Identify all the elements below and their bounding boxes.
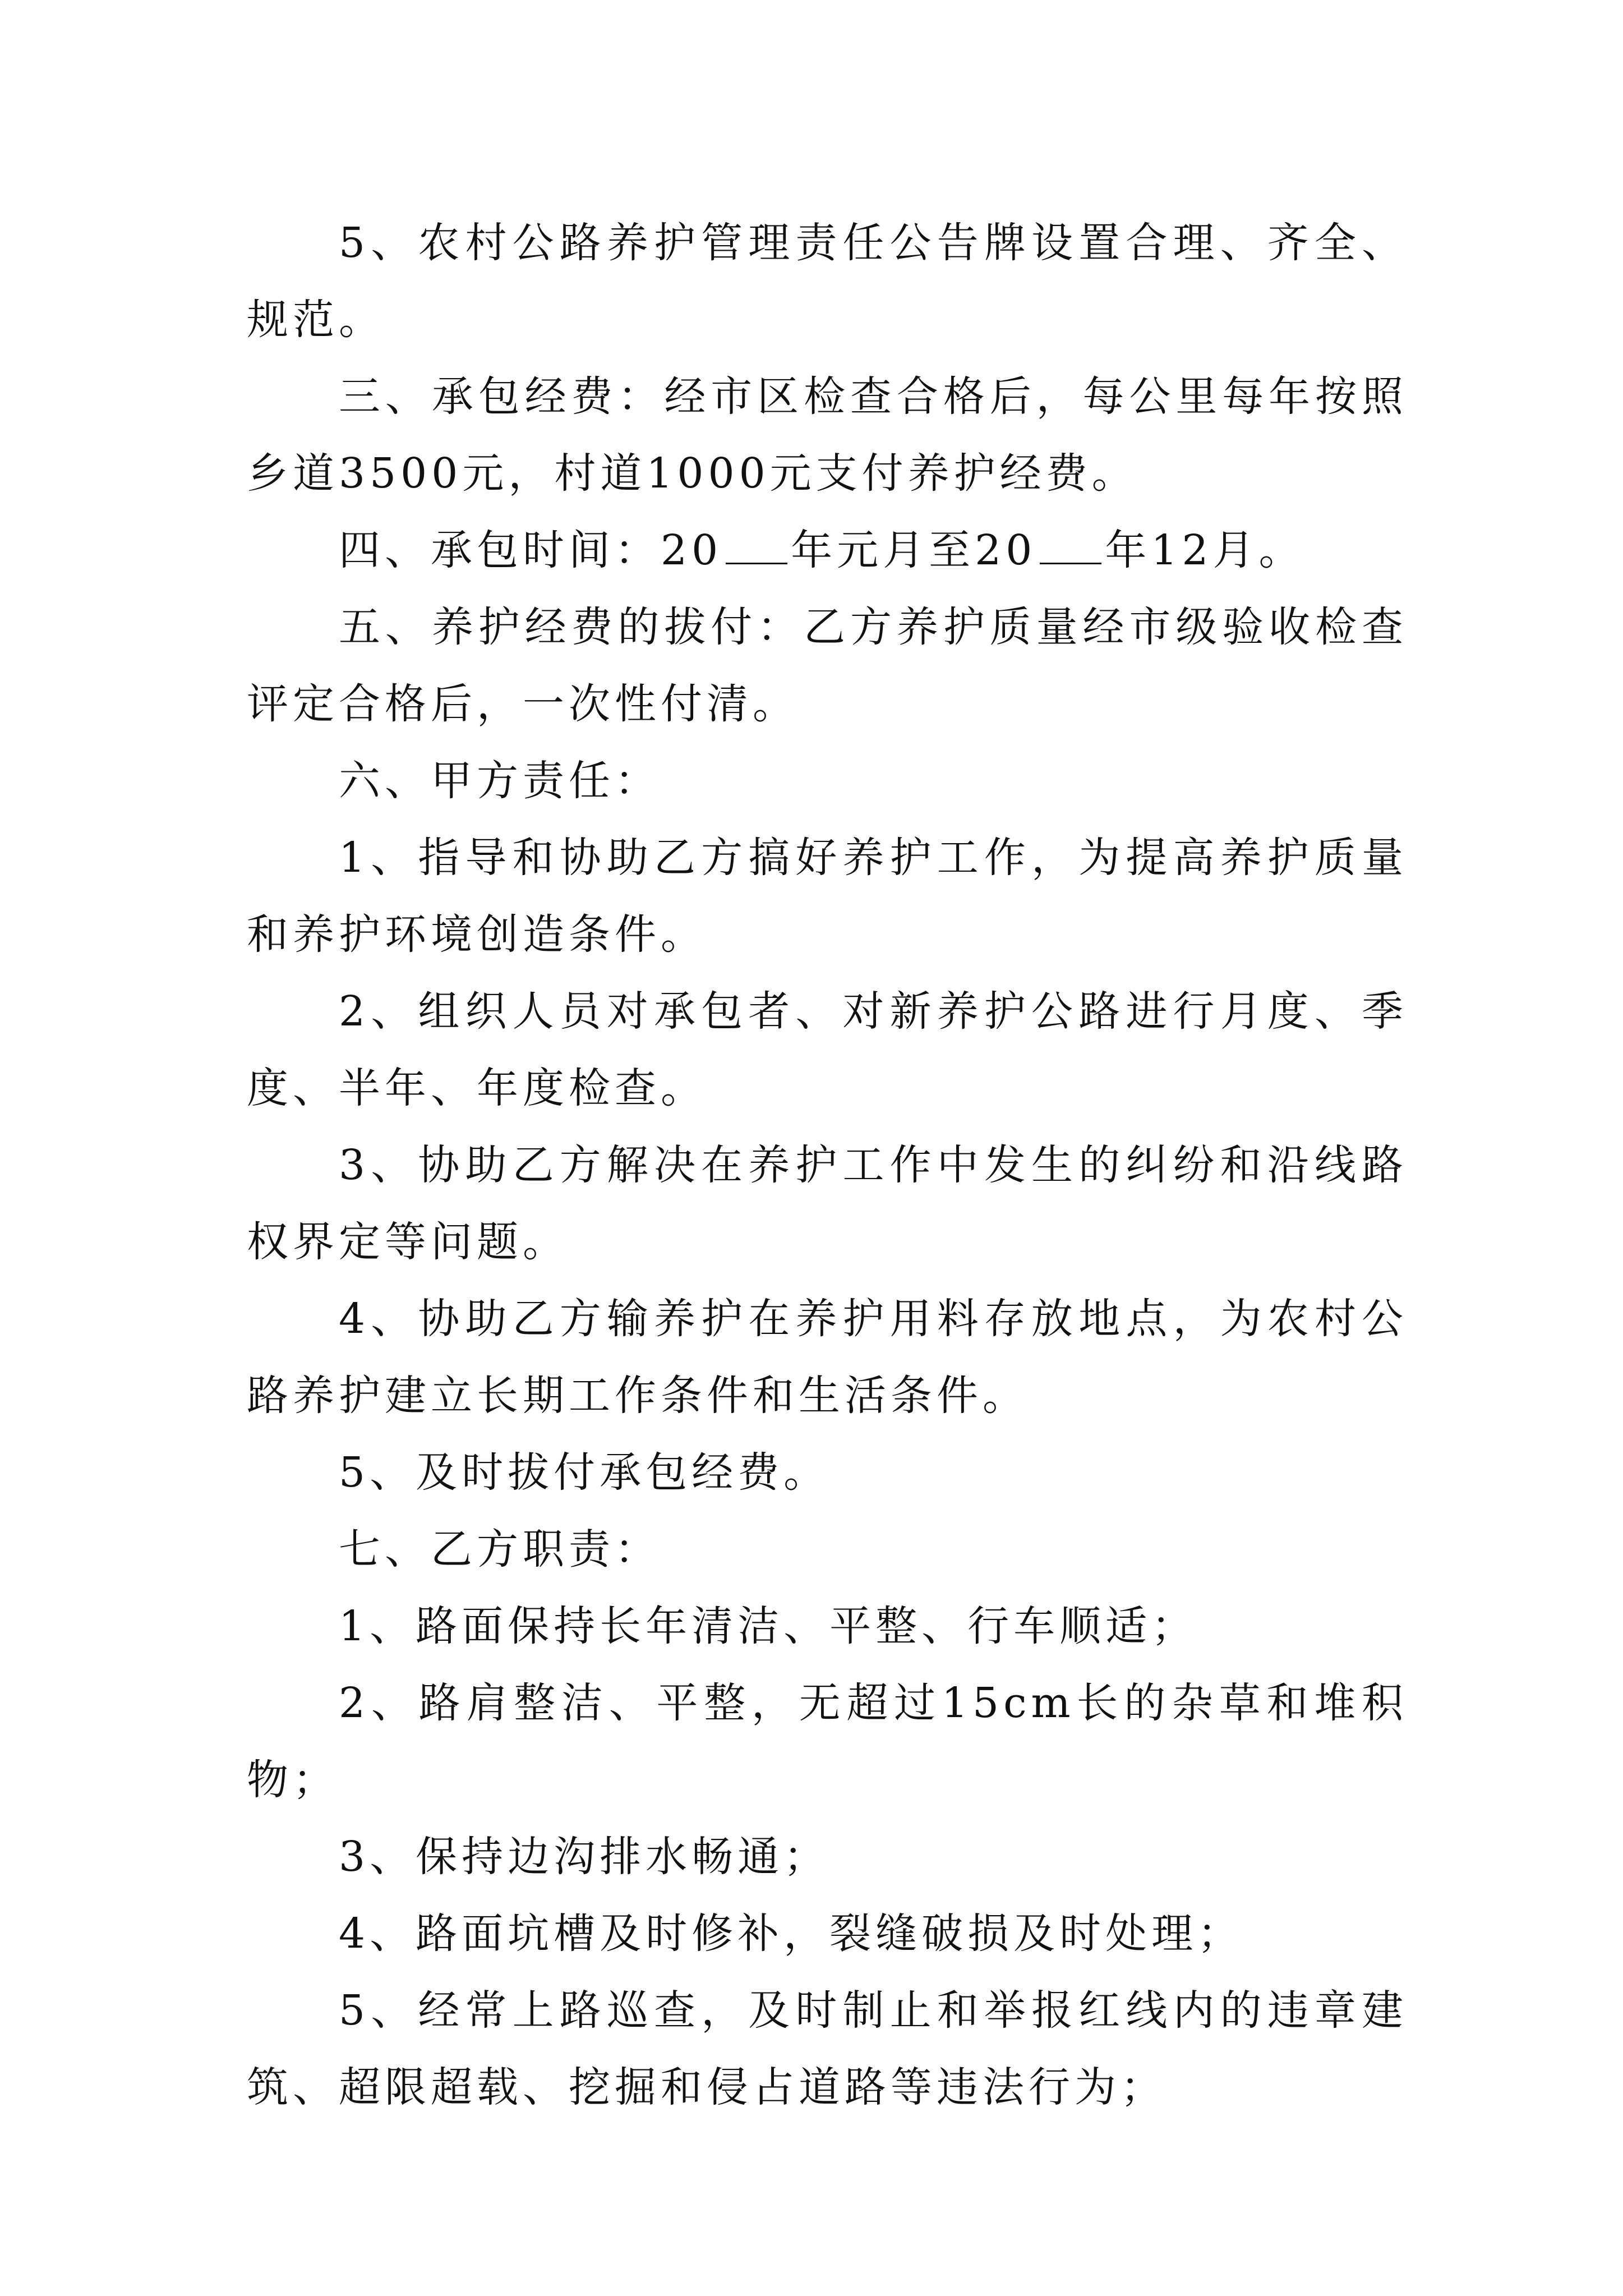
heading-party-b-duties: 七、乙方职责：	[339, 1525, 661, 1573]
term-prefix: 四、承包时间：20	[339, 526, 723, 574]
paragraph-party-b-item-1: 1、路面保持长年清洁、平整、行车顺适；	[339, 1602, 1198, 1650]
paragraph-contract-term	[247, 512, 1408, 589]
paragraph-item-5-signboard: 5、农村公路养护管理责任公告牌设置合理、齐全、规范。	[247, 219, 1408, 344]
paragraph-party-a-item-5: 5、及时拔付承包经费。	[339, 1448, 830, 1497]
paragraph-party-b-item-4: 4、路面坑槽及时修补，裂缝破损及时处理；	[339, 1910, 1244, 1958]
paragraph-party-a-item-3: 3、协助乙方解决在养护工作中发生的纠纷和沿线路权界定等问题。	[247, 1141, 1408, 1266]
paragraph-party-b-item-5: 5、经常上路巡查，及时制止和举报红线内的违章建筑、超限超载、挖掘和侵占道路等违法行为；	[247, 1986, 1408, 2111]
paragraph-party-a-item-2: 2、组织人员对承包者、对新养护公路进行月度、季度、半年、年度检查。	[247, 987, 1408, 1112]
paragraph-party-a-item-4: 4、协助乙方输养护在养护用料存放地点，为农村公路养护建立长期工作条件和生活条件。	[247, 1295, 1408, 1420]
paragraph-party-b-item-3: 3、保持边沟排水畅通；	[339, 1833, 830, 1881]
paragraph-party-a-item-1: 1、指导和协助乙方搞好养护工作，为提高养护质量和养护环境创造条件。	[247, 834, 1408, 959]
document-body	[247, 205, 1408, 2126]
paragraph-fee-payment: 五、养护经费的拔付：乙方养护质量经市级验收检查评定合格后，一次性付清。	[247, 603, 1408, 728]
paragraph-party-b-item-2: 2、路肩整洁、平整，无超过15cm长的杂草和堆积物；	[247, 1679, 1408, 1804]
year-blank-start	[726, 529, 787, 564]
paragraph-contract-fee: 三、承包经费：经市区检查合格后，每公里每年按照乡道3500元，村道1000元支付养护经费。	[247, 372, 1408, 498]
year-blank-end	[1040, 529, 1101, 564]
heading-party-a-duties: 六、甲方责任：	[339, 757, 661, 805]
term-middle: 年元月至20	[791, 526, 1037, 574]
term-suffix: 年12月。	[1105, 526, 1305, 574]
